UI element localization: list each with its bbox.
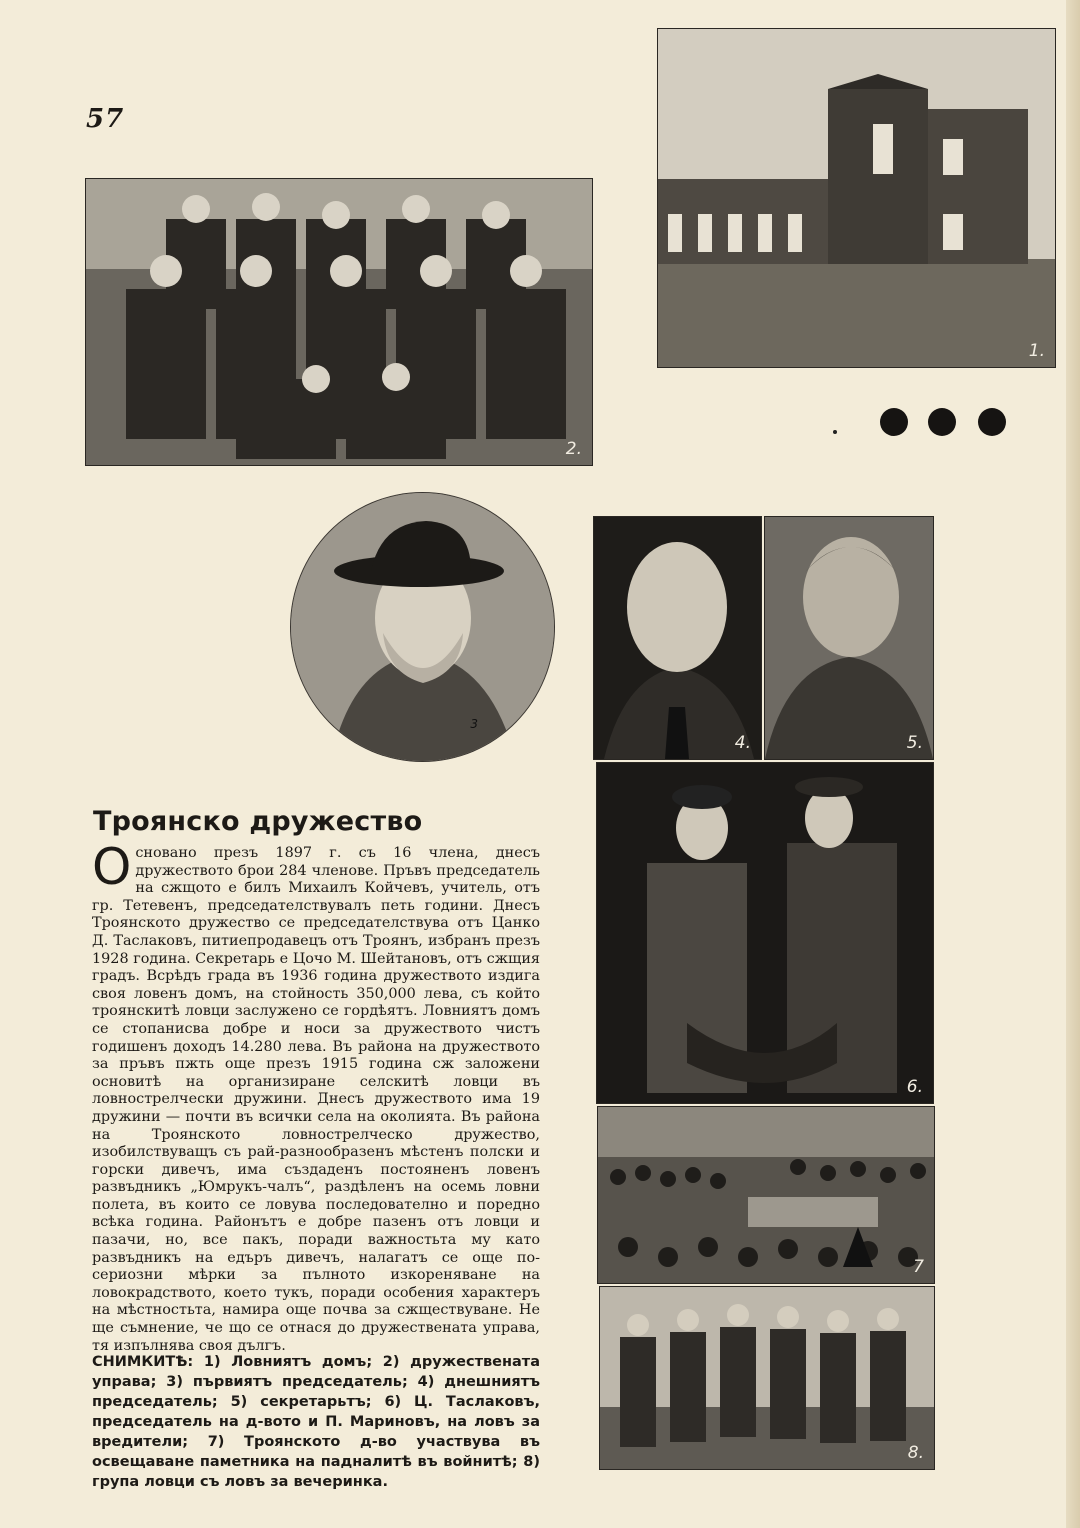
captions-lead: СНИМКИТѢ:: [92, 1354, 194, 1370]
ornament-dot: [928, 408, 956, 436]
photo-captions: [92, 1352, 540, 1492]
photo-number: 7: [913, 1257, 924, 1277]
photo-number: 8.: [907, 1443, 924, 1463]
photo-number: 2.: [565, 439, 582, 459]
photo-number: 1.: [1028, 341, 1045, 361]
page-number: 57: [86, 104, 125, 134]
article-text: сновано презъ 1897 г. съ 16 члена, днесъ дружеството брои 284 членове. Пръвъ председатель на сжщото е билъ Михаилъ Койчевъ, учитель, отъ гр. Тетевенъ, председателствувалъ петь години. Днесъ Троянското дружество се председателствува отъ Цанко Д. Таслаковъ, питиепродавецъ отъ Троянъ, избранъ презъ 1928 година. Секретарь е Цочо М. Шейтановъ, отъ сжщия градъ. Всрѣдъ града въ 1936 година дружеството издига своя ловенъ домъ, на стойность 350,000 лева, съ който троянскитѣ ловци заслужено се гордѣятъ. Ловниятъ домъ се стопанисва добре и носи за дружеството чистъ годишенъ доходъ 14.280 лева. Въ района на дружеството за пръвъ пжть още презъ 1915 година сж заложени основитѣ на организиране селскитѣ ловци въ ловнострелчески дружини. Днесъ дружеството има 19 дружини — почти въ всички села на околията. Въ района на Троянското ловнострелческо дружество, изобилствуващъ съ рай-разнообразенъ мѣстенъ полски и горски дивечъ, има създаденъ постояненъ ловенъ развъдникъ „Юмрукъ-чалъ“, раздѣленъ на осемь ловни полета, въ които се ловува последователно и поредно всѣка година. Районътъ е добре пазенъ отъ ловци и пазачи, но, все пакъ, поради важностьта му като развъдникъ на едъръ дивечъ, налагатъ се още по-сериозни мѣрки за пълното изкореняване на ловокрадството, което тукъ, поради особения характеръ на мѣстностьта, намира още почва за сжществуване. Не ще съмнение, че що се отнася до дружествената управа, тя изпълнява своя дългъ.: [92, 845, 540, 1354]
article-title: Троянско дружество: [93, 806, 423, 837]
photo-hunting-lodge: [657, 28, 1056, 368]
ornament-dot: [880, 408, 908, 436]
photo-monument-crowd: [597, 1106, 935, 1284]
ink-speck: [833, 430, 837, 434]
photo-number: 5.: [906, 733, 923, 753]
photo-current-chairman: [593, 516, 762, 760]
photo-board-group: [85, 178, 593, 466]
photo-number: 6.: [906, 1077, 923, 1097]
photo-number: 4.: [734, 733, 751, 753]
photo-hunters-group: [599, 1286, 935, 1470]
photo-secretary: [764, 516, 934, 760]
captions-text: 1) Ловниятъ домъ; 2) дружествената управа; 3) първиятъ председатель; 4) днешниятъ председатель; 5) секретарьтъ; 6) Ц. Таслаковъ, председатель на д-вото и П. Мариновъ, на ловъ за вредители; 7) Троянското д-во участвува въ освещаване паметника на падналитѣ въ войнитѣ; 8) група ловци съ ловъ за вечеринка.: [92, 1354, 540, 1490]
photo-first-chairman: [291, 493, 554, 761]
article-body: [92, 838, 540, 1355]
drop-cap: О: [92, 838, 132, 896]
photo-number: 3: [470, 717, 478, 731]
photo-hunters-pair: [596, 762, 934, 1104]
page-edge: [1066, 0, 1080, 1528]
ornament-dot: [978, 408, 1006, 436]
